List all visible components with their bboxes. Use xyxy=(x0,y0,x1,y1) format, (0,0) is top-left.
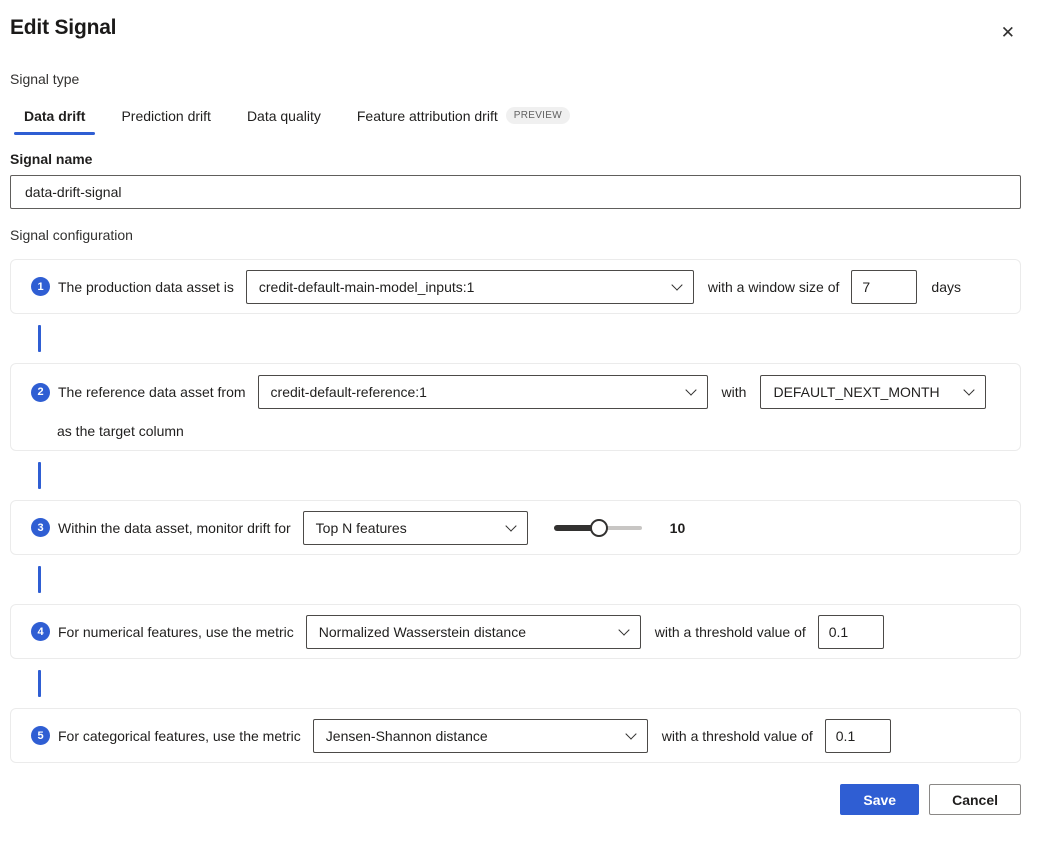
step-4-card xyxy=(10,604,1021,659)
signal-type-label: Signal type xyxy=(10,71,80,87)
numerical-metric-value: Normalized Wasserstein distance xyxy=(318,623,526,640)
step-2-card xyxy=(10,363,1021,451)
numerical-metric-dropdown[interactable] xyxy=(306,615,641,649)
step-1-text-after: days xyxy=(931,278,961,295)
signal-name-input[interactable] xyxy=(10,175,1021,209)
close-icon[interactable]: ✕ xyxy=(995,18,1021,47)
step-4-text-middle: with a threshold value of xyxy=(654,623,806,640)
monitor-drift-for-value: Top N features xyxy=(315,519,407,536)
step-3-card xyxy=(10,500,1021,555)
save-button[interactable]: Save xyxy=(840,784,919,815)
step-1-number: 1 xyxy=(31,277,50,296)
preview-badge: PREVIEW xyxy=(506,107,570,124)
dialog-footer xyxy=(840,784,1021,815)
categorical-metric-value: Jensen-Shannon distance xyxy=(325,727,488,744)
tab-prediction-drift-label: Prediction drift xyxy=(121,107,211,124)
tab-prediction-drift[interactable] xyxy=(111,101,220,135)
chevron-down-icon xyxy=(625,728,636,739)
cancel-button[interactable]: Cancel xyxy=(929,784,1021,815)
step-connector xyxy=(38,462,41,489)
signal-type-tabs xyxy=(14,101,1021,135)
chevron-down-icon xyxy=(964,384,975,395)
signal-name-label: Signal name xyxy=(10,151,93,167)
tab-data-quality-label: Data quality xyxy=(246,107,321,124)
tab-data-drift-label: Data drift xyxy=(24,107,86,124)
slider-value: 10 xyxy=(669,519,686,536)
step-1-card xyxy=(10,259,1021,314)
top-n-features-slider[interactable] xyxy=(554,519,642,537)
chevron-down-icon xyxy=(505,520,516,531)
numerical-threshold-input[interactable] xyxy=(818,615,884,649)
step-5-text-middle: with a threshold value of xyxy=(661,727,813,744)
step-1-text-middle: with a window size of xyxy=(707,278,840,295)
target-column-dropdown[interactable] xyxy=(760,375,986,409)
reference-data-asset-value: credit-default-reference:1 xyxy=(270,384,427,400)
production-data-asset-dropdown[interactable] xyxy=(246,270,694,304)
monitor-drift-for-dropdown[interactable] xyxy=(303,511,528,545)
chevron-down-icon xyxy=(618,624,629,635)
step-2-text-middle: with xyxy=(721,384,747,400)
step-2-number: 2 xyxy=(31,383,50,402)
step-2-text-after: as the target column xyxy=(57,423,184,439)
step-connector xyxy=(38,670,41,697)
step-3-text-before: Within the data asset, monitor drift for xyxy=(58,519,291,536)
step-5-number: 5 xyxy=(31,726,50,745)
tab-data-drift[interactable] xyxy=(14,101,95,135)
tab-feature-attribution-drift-label: Feature attribution drift xyxy=(356,107,498,124)
reference-data-asset-dropdown[interactable] xyxy=(258,375,708,409)
step-3-number: 3 xyxy=(31,518,50,537)
signal-configuration-label: Signal configuration xyxy=(10,227,133,243)
categorical-metric-dropdown[interactable] xyxy=(313,719,648,753)
step-4-text-before: For numerical features, use the metric xyxy=(58,623,294,640)
categorical-threshold-input[interactable] xyxy=(825,719,891,753)
chevron-down-icon xyxy=(685,384,696,395)
step-connector xyxy=(38,325,41,352)
dialog-title: Edit Signal xyxy=(10,16,117,39)
step-connector xyxy=(38,566,41,593)
chevron-down-icon xyxy=(671,279,682,290)
production-data-asset-value: credit-default-main-model_inputs:1 xyxy=(258,278,475,295)
step-5-card xyxy=(10,708,1021,763)
target-column-value: DEFAULT_NEXT_MONTH xyxy=(773,384,940,400)
dialog-header xyxy=(10,16,1021,47)
slider-thumb[interactable] xyxy=(590,519,608,537)
step-1-text-before: The production data asset is xyxy=(58,278,234,295)
step-4-number: 4 xyxy=(31,622,50,641)
step-5-text-before: For categorical features, use the metric xyxy=(58,727,301,744)
tab-data-quality[interactable] xyxy=(237,101,331,135)
tab-feature-attribution-drift[interactable] xyxy=(347,101,580,135)
window-size-input[interactable] xyxy=(851,270,917,304)
step-2-text-before: The reference data asset from xyxy=(58,384,246,400)
